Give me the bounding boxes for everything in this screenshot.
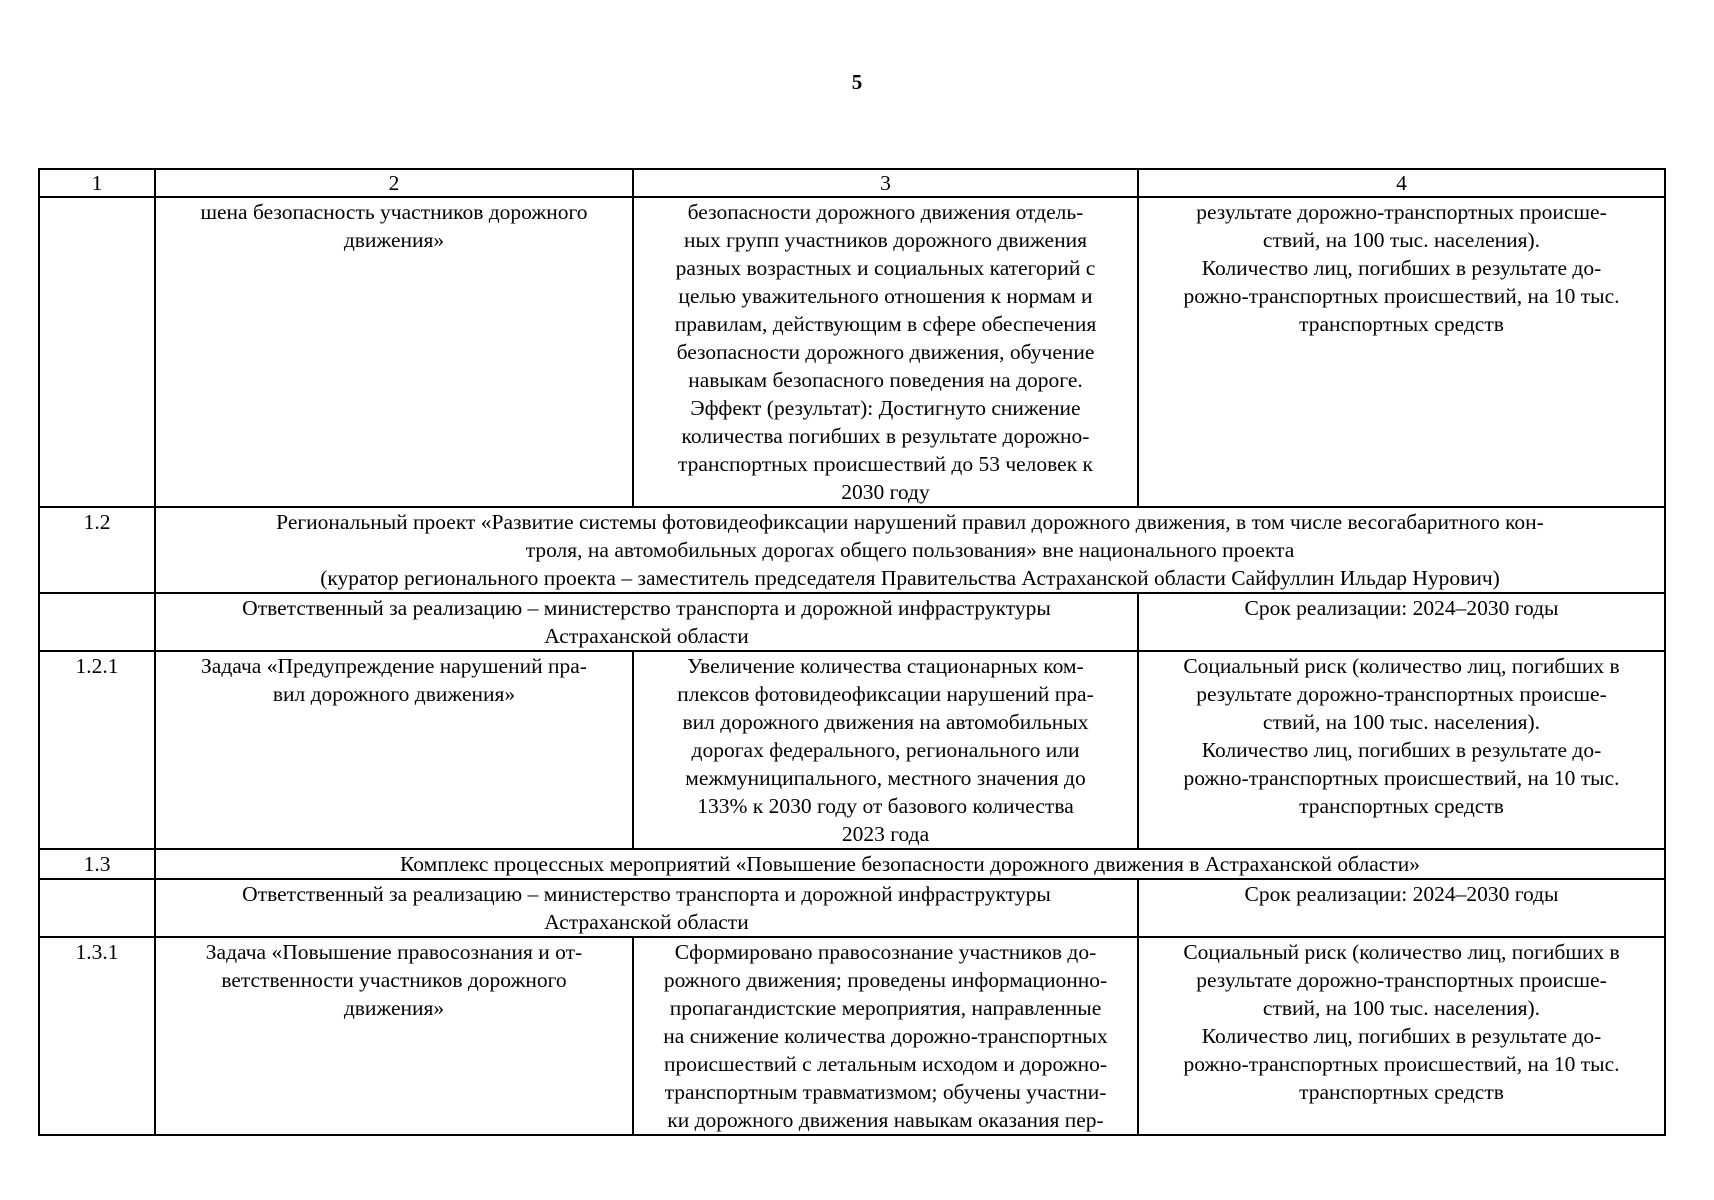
responsible-cell: Ответственный за реализацию – министерство транспорта и дорожной инфраструктуры Астраханской области: [155, 593, 1138, 651]
result-cell: безопасности дорожного движения отдель- ных групп участников дорожного движения разных возрастных и социальных категорий с целью уважительного отношения к нормам и правилам, действующим в сфере обеспечения безопасности дорожного движения, обучение навыкам безопасного поведения на дороге. Эффект (результат): Достигнуто снижение количества погибших в результате дорожно- транспортных происшествий до 53 человек к 2030 году: [633, 197, 1138, 507]
header-cell: 2: [155, 169, 633, 197]
measures-table: [38, 168, 1666, 1136]
table-row: [39, 849, 1665, 879]
table-row: [39, 197, 1665, 507]
indicator-cell: результате дорожно-транспортных происше- ствий, на 100 тыс. населения). Количество лиц, погибших в результате до- рожно-транспортных происшествий, на 10 тыс. транспортных средств: [1138, 197, 1665, 507]
table-row: [39, 879, 1665, 937]
row-number-cell: 1.2.1: [39, 651, 155, 849]
result-cell: Сформировано правосознание участников до- рожного движения; проведены информационно- пропагандистские мероприятия, направленные на снижение количества дорожно-транспортных происшествий с летальным исходом и дорожно- транспортным травматизмом; обучены участни- ки дорожного движения навыкам оказания пер-: [633, 937, 1138, 1135]
term-cell: Срок реализации: 2024–2030 годы: [1138, 593, 1665, 651]
header-cell: 3: [633, 169, 1138, 197]
task-cell: Задача «Предупреждение нарушений пра- вил дорожного движения»: [155, 651, 633, 849]
indicator-cell: Социальный риск (количество лиц, погибших в результате дорожно-транспортных происше- ствий, на 100 тыс. населения). Количество лиц, погибших в результате до- рожно-транспортных происшествий, на 10 тыс. транспортных средств: [1138, 937, 1665, 1135]
table-row: [39, 507, 1665, 593]
header-cell: 4: [1138, 169, 1665, 197]
table-row: [39, 593, 1665, 651]
responsible-cell: Ответственный за реализацию – министерство транспорта и дорожной инфраструктуры Астраханской области: [155, 879, 1138, 937]
table-row: [39, 651, 1665, 849]
header-cell: 1: [39, 169, 155, 197]
table-header-row: [39, 169, 1665, 197]
project-title-cell: Региональный проект «Развитие системы фотовидеофиксации нарушений правил дорожного движения, в том числе весогабаритного кон- троля, на автомобильных дорогах общего пользования» вне национального проекта (куратор регионального проекта – заместитель председателя Правительства Астраханской области Сайфуллин Ильдар Нурович): [155, 507, 1665, 593]
task-cell: шена безопасность участников дорожного движения»: [155, 197, 633, 507]
table-row: [39, 937, 1665, 1135]
row-number-cell: 1.3.1: [39, 937, 155, 1135]
page-number: 5: [851, 70, 863, 94]
row-number-cell: [39, 879, 155, 937]
term-cell: Срок реализации: 2024–2030 годы: [1138, 879, 1665, 937]
task-cell: Задача «Повышение правосознания и от- ветственности участников дорожного движения»: [155, 937, 633, 1135]
result-cell: Увеличение количества стационарных ком- плексов фотовидеофиксации нарушений пра- вил дорожного движения на автомобильных дорогах федерального, регионального или межмуниципального, местного значения до 133% к 2030 году от базового количества 2023 года: [633, 651, 1138, 849]
indicator-cell: Социальный риск (количество лиц, погибших в результате дорожно-транспортных происше- ствий, на 100 тыс. населения). Количество лиц, погибших в результате до- рожно-транспортных происшествий, на 10 тыс. транспортных средств: [1138, 651, 1665, 849]
row-number-cell: 1.2: [39, 507, 155, 593]
row-number-cell: 1.3: [39, 849, 155, 879]
complex-title-cell: Комплекс процессных мероприятий «Повышение безопасности дорожного движения в Астраханской области»: [155, 849, 1665, 879]
row-number-cell: [39, 593, 155, 651]
row-number-cell: [39, 197, 155, 507]
